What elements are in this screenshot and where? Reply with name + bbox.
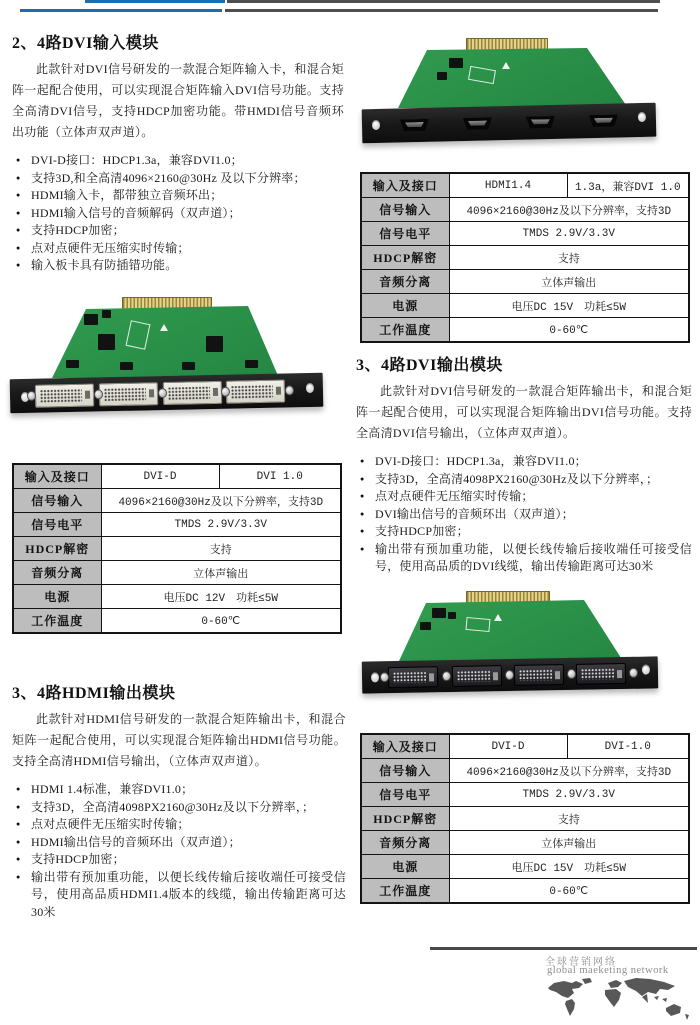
spec-value: 4096×2160@30Hz及以下分辨率，支持3D xyxy=(449,198,689,222)
feature-list xyxy=(358,453,692,576)
feature-list xyxy=(14,152,344,275)
feature-item: ● HDMI输入信号的音频解码（双声道）； xyxy=(14,205,344,223)
screw-hole xyxy=(638,112,646,122)
spec-row xyxy=(13,513,341,537)
silkscreen-box xyxy=(465,617,490,632)
spec-label: 输入及接口 xyxy=(361,734,449,759)
top-rule-blue-upper xyxy=(85,0,225,3)
chip xyxy=(420,622,431,630)
section-dvi-input xyxy=(12,30,344,275)
spec-label: 工作温度 xyxy=(361,879,449,904)
spec-label: 信号输入 xyxy=(13,489,101,513)
spec-label: 输入及接口 xyxy=(13,464,101,489)
spec-label: 电源 xyxy=(361,294,449,318)
spec-value: 立体声输出 xyxy=(101,561,341,585)
spec-label: 电源 xyxy=(13,585,101,609)
top-rule-gray-lower xyxy=(225,9,658,12)
chip xyxy=(437,72,447,80)
spec-table-dvi xyxy=(12,463,342,634)
spec-value: TMDS 2.9V/3.3V xyxy=(449,783,689,807)
chip xyxy=(66,360,79,368)
spec-row xyxy=(361,198,689,222)
footer-rule xyxy=(430,947,697,950)
dvi-port xyxy=(163,381,222,405)
dvi-port xyxy=(576,663,626,685)
spec-row xyxy=(361,879,689,904)
faceplate xyxy=(362,103,657,144)
chip xyxy=(432,608,446,618)
arrow-up-icon xyxy=(160,324,168,331)
spec-value: 1.3a，兼容DVI 1.0 xyxy=(567,173,689,198)
spec-value: DVI-D xyxy=(449,734,567,759)
spec-row xyxy=(13,489,341,513)
section-dvi-output xyxy=(356,352,692,576)
spec-row xyxy=(361,759,689,783)
chip xyxy=(206,336,223,352)
screw-hole xyxy=(642,665,650,675)
hdmi-port xyxy=(463,117,492,130)
section-heading: 2、4路DVI输入模块 xyxy=(12,35,159,52)
hdmi-port xyxy=(589,115,618,128)
spec-value: 支持 xyxy=(449,246,689,270)
feature-item: ● 点对点硬件无压缩实时传输； xyxy=(14,240,344,258)
spec-value: HDMI1.4 xyxy=(449,173,567,198)
spec-row xyxy=(361,318,689,343)
photo-dvi-input-board xyxy=(2,278,344,438)
spec-value: 0-60℃ xyxy=(449,318,689,343)
thumbscrew xyxy=(505,670,514,680)
spec-value: 立体声输出 xyxy=(449,831,689,855)
spec-label: 输入及接口 xyxy=(361,173,449,198)
spec-value: 4096×2160@30Hz及以下分辨率，支持3D xyxy=(101,489,341,513)
chip xyxy=(182,362,195,370)
dvi-port xyxy=(99,382,158,406)
section-heading: 3、4路DVI输出模块 xyxy=(356,357,503,374)
spec-label: 信号电平 xyxy=(13,513,101,537)
spec-row xyxy=(13,537,341,561)
feature-item: ● HDMI 1.4标准，兼容DVI1.0； xyxy=(14,781,346,799)
thumbscrew xyxy=(380,672,389,682)
spec-value: TMDS 2.9V/3.3V xyxy=(101,513,341,537)
chip xyxy=(245,360,258,368)
spec-label: 工作温度 xyxy=(13,609,101,634)
spec-label: 音频分离 xyxy=(361,270,449,294)
section-intro: 此款针对DVI信号研发的一款混合矩阵输入卡，和混合矩阵一起配合使用，可以实现混合矩阵输入DVI信号功能。支持全高清DVI信号，支持HDCP加密功能。带HMDI信号音频环出功能（立体声双声道）。 xyxy=(12,62,344,139)
spec-value: DVI 1.0 xyxy=(219,464,341,489)
feature-item: ● 输出带有预加重功能，以便长线传输后接收端任可接受信号，使用高品质HDMI1.4版本的线缆，输出传输距离可达30米 xyxy=(14,869,346,922)
spec-value: 支持 xyxy=(101,537,341,561)
thumbscrew xyxy=(442,671,451,681)
spec-label: 信号电平 xyxy=(361,783,449,807)
spec-label: 信号输入 xyxy=(361,759,449,783)
feature-item: ● DVI输出信号的音频环出（双声道）； xyxy=(358,506,692,524)
section-intro: 此款针对DVI信号研发的一款混合矩阵输出卡，和混合矩阵一起配合使用，可以实现混合矩阵输出DVI信号功能。支持全高清DVI信号输出，（立体声双声道）。 xyxy=(356,384,692,440)
feature-item: ● 点对点硬件无压缩实时传输； xyxy=(358,488,692,506)
photo-dvi-output-board xyxy=(356,582,690,730)
faceplate xyxy=(10,373,324,414)
spec-label: HDCP解密 xyxy=(13,537,101,561)
spec-value: 电压DC 15V 功耗≤5W xyxy=(449,294,689,318)
feature-item: ● HDMI输出信号的音频环出（双声道）； xyxy=(14,834,346,852)
spec-label: HDCP解密 xyxy=(361,246,449,270)
photo-hdmi-input-board xyxy=(356,22,690,148)
spec-row xyxy=(13,609,341,634)
dvi-port xyxy=(388,666,438,688)
screw-hole xyxy=(371,672,379,682)
spec-value: 电压DC 15V 功耗≤5W xyxy=(449,855,689,879)
feature-list xyxy=(14,781,346,921)
spec-label: HDCP解密 xyxy=(361,807,449,831)
chip xyxy=(120,362,133,370)
dvi-port xyxy=(35,384,94,408)
spec-value: 支持 xyxy=(449,807,689,831)
spec-row xyxy=(361,831,689,855)
footer-text-cn: 全球营销网络 xyxy=(545,957,617,968)
feature-item: ● 支持3D，全高清4098PX2160@30Hz及以下分辨率，； xyxy=(358,471,692,489)
feature-item: ● 点对点硬件无压缩实时传输； xyxy=(14,816,346,834)
thumbscrew xyxy=(629,668,638,678)
spec-value: DVI-D xyxy=(101,464,219,489)
feature-item: ● 支持HDCP加密； xyxy=(14,851,346,869)
section-hdmi-output xyxy=(12,680,346,921)
spec-row xyxy=(13,464,341,489)
feature-item: ● 输出带有预加重功能，以便长线传输后接收端任可接受信号，使用高品质的DVI线缆，输出传输距离可达30米 xyxy=(358,541,692,576)
spec-row xyxy=(361,734,689,759)
screw-hole xyxy=(306,383,314,393)
spec-value: 电压DC 12V 功耗≤5W xyxy=(101,585,341,609)
section-intro: 此款针对HDMI信号研发的一款混合矩阵输出卡，和混合矩阵一起配合使用，可以实现混合矩阵输出HDMI信号功能。支持全高清HDMI信号输出，（立体声双声道）。 xyxy=(12,712,346,768)
footer-text-en: global maeketing network xyxy=(547,965,669,976)
spec-row xyxy=(361,807,689,831)
spec-value: DVI-1.0 xyxy=(567,734,689,759)
feature-item: ● DVI-D接口：HDCP1.3a，兼容DVI1.0； xyxy=(358,453,692,471)
spec-row xyxy=(361,783,689,807)
spec-label: 信号电平 xyxy=(361,222,449,246)
feature-item: ● 支持HDCP加密； xyxy=(358,523,692,541)
section-heading: 3、4路HDMI输出模块 xyxy=(12,685,176,702)
hdmi-port xyxy=(400,119,429,132)
dvi-port xyxy=(226,380,285,404)
faceplate xyxy=(362,656,659,693)
top-rule-gray-upper xyxy=(227,0,660,3)
spec-row xyxy=(361,270,689,294)
feature-item: ● 支持HDCP加密； xyxy=(14,222,344,240)
spec-value: 4096×2160@30Hz及以下分辨率，支持3D xyxy=(449,759,689,783)
spec-row xyxy=(361,855,689,879)
spec-label: 信号输入 xyxy=(361,198,449,222)
feature-item: ● HDMI输入卡，都带独立音频环出； xyxy=(14,187,344,205)
world-map-icon xyxy=(538,977,698,1024)
spec-value: 立体声输出 xyxy=(449,270,689,294)
thumbscrew xyxy=(567,669,576,679)
thumbscrew xyxy=(158,388,167,398)
spec-row xyxy=(361,246,689,270)
spec-row xyxy=(361,294,689,318)
chip xyxy=(84,314,98,325)
spec-value: 0-60℃ xyxy=(449,879,689,904)
spec-row xyxy=(361,222,689,246)
arrow-up-icon xyxy=(494,614,502,621)
top-rule-blue-lower xyxy=(20,9,222,12)
feature-item: ● 支持3D,和全高清4096×2160@30Hz 及以下分辨率； xyxy=(14,170,344,188)
spec-label: 音频分离 xyxy=(13,561,101,585)
spec-label: 音频分离 xyxy=(361,831,449,855)
spec-label: 工作温度 xyxy=(361,318,449,343)
feature-item: ● 输入板卡具有防插错功能。 xyxy=(14,257,344,275)
dvi-port xyxy=(452,665,502,687)
chip xyxy=(448,612,456,619)
spec-row xyxy=(361,173,689,198)
spec-row xyxy=(13,561,341,585)
dvi-port xyxy=(514,664,564,686)
arrow-up-icon xyxy=(502,62,510,69)
feature-item: ● 支持3D，全高清4098PX2160@30Hz及以下分辨率，； xyxy=(14,799,346,817)
chip xyxy=(98,334,115,350)
spec-row xyxy=(13,585,341,609)
spec-value: 0-60℃ xyxy=(101,609,341,634)
spec-label: 电源 xyxy=(361,855,449,879)
chip xyxy=(102,310,111,318)
spec-value: TMDS 2.9V/3.3V xyxy=(449,222,689,246)
feature-item: ● DVI-D接口：HDCP1.3a，兼容DVI1.0； xyxy=(14,152,344,170)
hdmi-port xyxy=(526,116,555,129)
thumbscrew xyxy=(285,385,294,395)
spec-table-hdmi-input xyxy=(360,172,690,343)
screw-hole xyxy=(372,120,380,130)
spec-table-dvi-output xyxy=(360,733,690,904)
chip xyxy=(449,58,463,68)
